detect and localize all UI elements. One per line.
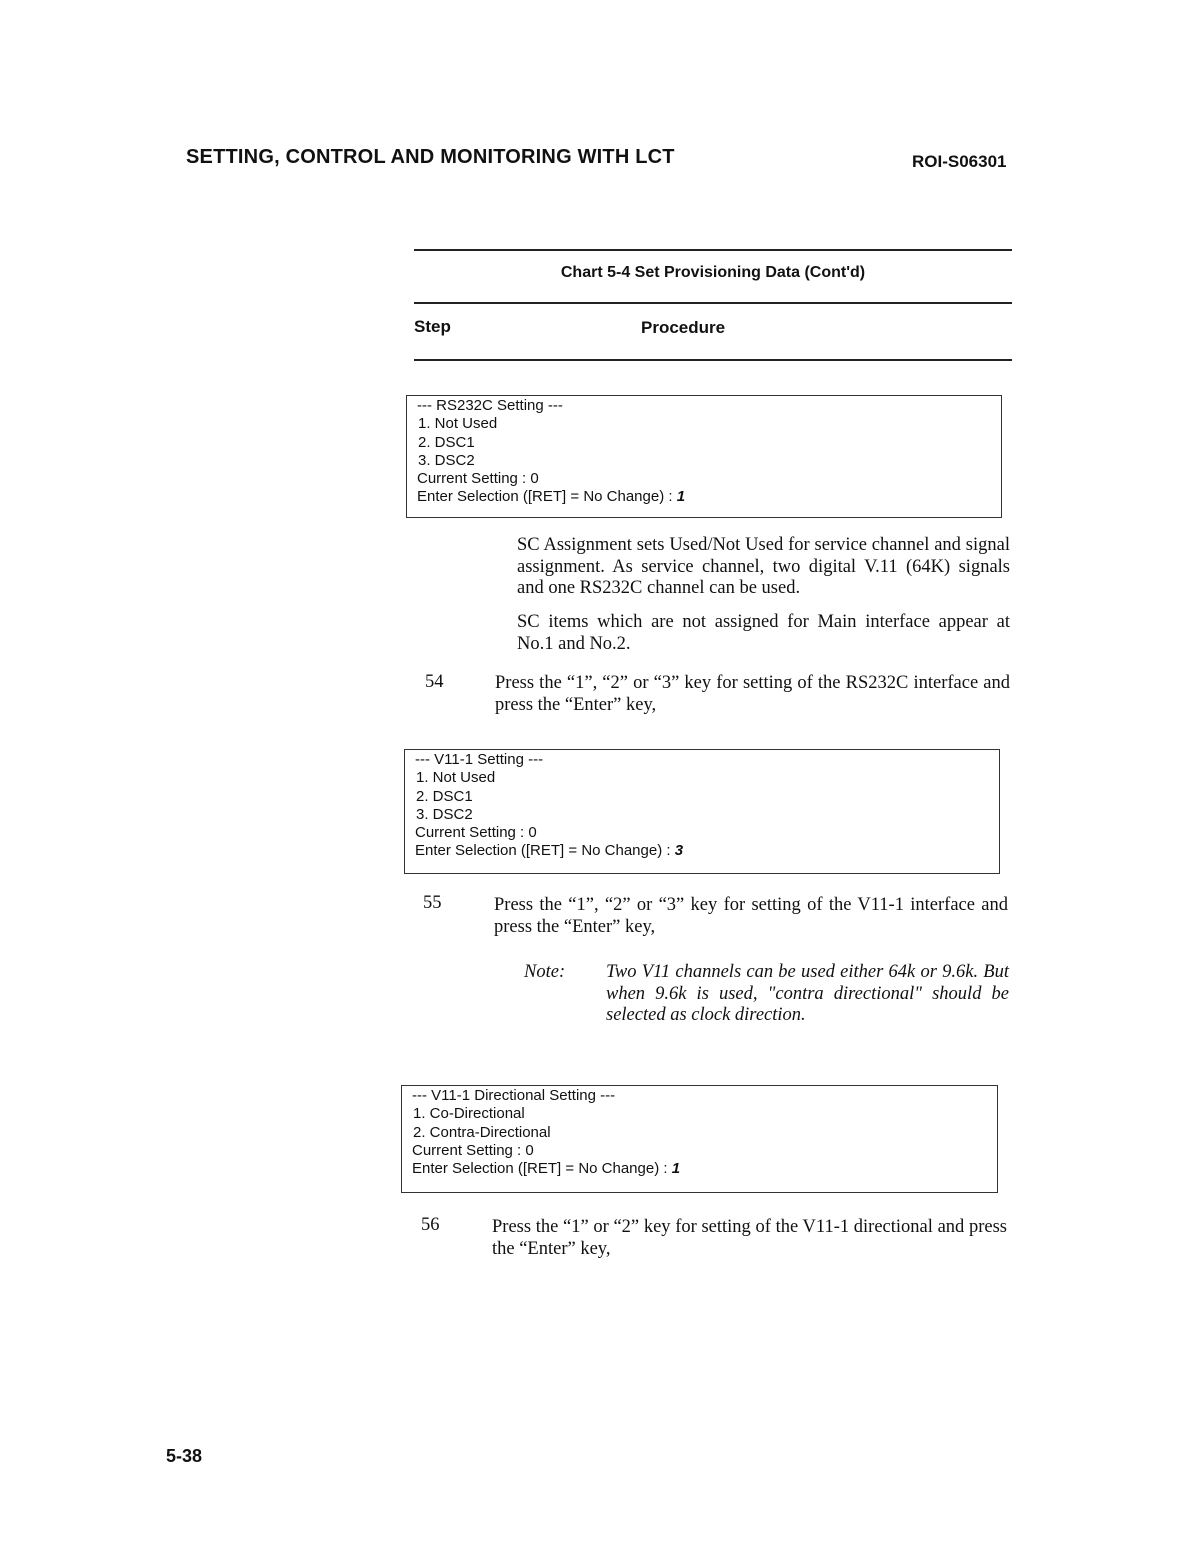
v11-1-directional-setting-screen [401,1085,998,1193]
step-text: Press the “1” or “2” key for setting of the V11-1 directional and press the “Enter” key, [492,1217,1007,1259]
entered-selection: 3 [674,842,684,860]
paragraph-sc-assignment: SC Assignment sets Used/Not Used for service channel and signal assignment. As service channel, two digital V.11 (64K) signals and one RS232C channel can be used. [517,535,1010,598]
step-number: 56 [421,1215,440,1235]
menu-option: 1. Not Used [418,415,498,433]
screen-heading: --- V11-1 Setting --- [415,751,544,768]
step-number: 54 [425,672,444,692]
screen-heading: --- V11-1 Directional Setting --- [412,1087,616,1104]
table-rule-mid [414,302,1012,304]
prompt-text: Enter Selection ([RET] = No Change) : [412,1160,672,1178]
screen-heading: --- RS232C Setting --- [417,397,563,414]
menu-option: 2. DSC1 [418,433,475,451]
chart-title: Chart 5-4 Set Provisioning Data (Cont'd) [560,264,866,281]
menu-option: 3. DSC2 [416,805,473,823]
selection-prompt [415,842,999,860]
menu-option: 2. DSC1 [416,787,473,805]
paragraph-sc-items: SC items which are not assigned for Main interface appear at No.1 and No.2. [517,612,1010,654]
entered-selection: 1 [676,488,686,506]
menu-option: 3. DSC2 [418,451,475,469]
step-text: Press the “1”, “2” or “3” key for setting of the RS232C interface and press the “Enter” key, [495,673,1010,715]
current-setting: Current Setting : 0 [417,470,539,488]
note-text: Two V11 channels can be used either 64k or 9.6k. But when 9.6k is used, "contra directional" should be selected as clock direction. [606,962,1009,1025]
selection-prompt [417,488,1001,506]
prompt-text: Enter Selection ([RET] = No Change) : [415,842,675,860]
prompt-text: Enter Selection ([RET] = No Change) : [417,488,677,506]
menu-option: 1. Co-Directional [413,1105,525,1123]
page-number: 5-38 [166,1446,203,1466]
column-header-procedure: Procedure [641,318,726,337]
column-header-step: Step [414,317,451,336]
page-header-title: SETTING, CONTROL AND MONITORING WITH LCT [186,146,675,168]
menu-option: 2. Contra-Directional [413,1123,551,1141]
v11-1-setting-screen [404,749,1000,874]
current-setting: Current Setting : 0 [415,824,537,842]
selection-prompt [412,1160,997,1178]
step-text: Press the “1”, “2” or “3” key for setting of the V11-1 interface and press the “Enter” key, [494,895,1008,937]
note-label: Note: [524,962,566,982]
table-rule-bottom [414,359,1012,361]
entered-selection: 1 [671,1160,681,1178]
step-number: 55 [423,893,442,913]
rs232c-setting-screen [406,395,1002,518]
current-setting: Current Setting : 0 [412,1141,534,1159]
menu-option: 1. Not Used [416,769,496,787]
document-id: ROI-S06301 [912,152,1007,171]
table-rule-top [414,249,1012,251]
